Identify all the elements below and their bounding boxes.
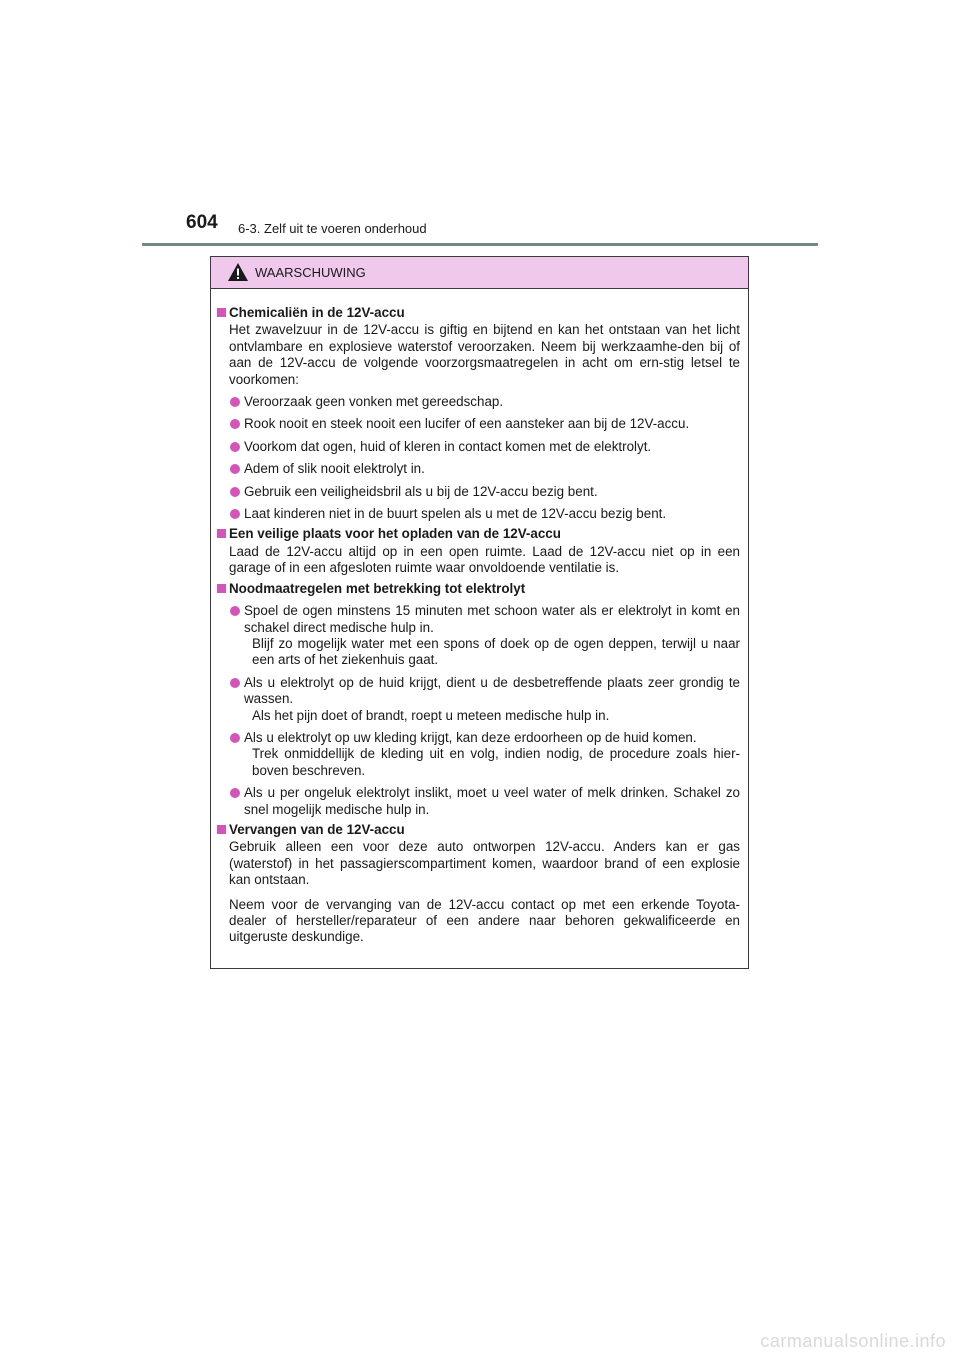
bullet-text: Spoel de ogen minstens 15 minuten met schoon water als er elektrolyt in komt en schakel direct medische hulp in. <box>244 603 740 635</box>
bullet-text: Adem of slik nooit elektrolyt in. <box>244 461 425 477</box>
round-bullet-icon <box>230 606 240 616</box>
square-bullet-icon <box>217 825 226 834</box>
bullet-item <box>216 730 740 779</box>
section-paragraph: Gebruik alleen een voor deze auto ontworpen 12V-accu. Anders kan er gas (waterstof) in het passagierscompartiment komen, waardoor brand of een explosie kan ontstaan. <box>229 839 740 888</box>
round-bullet-icon <box>230 442 240 452</box>
warning-body <box>211 289 748 946</box>
round-bullet-icon <box>230 788 240 798</box>
bullet-text: Als u per ongeluk elektrolyt inslikt, moet u veel water of melk drinken. Schakel zo snel mogelijk medische hulp in. <box>244 785 740 817</box>
warning-section <box>216 526 740 576</box>
warning-header <box>211 257 748 289</box>
header-divider <box>142 243 818 246</box>
warning-triangle-icon <box>227 262 249 282</box>
section-heading <box>216 526 740 542</box>
square-bullet-icon <box>217 529 226 538</box>
section-title: 6-3. Zelf uit te voeren onderhoud <box>238 221 427 236</box>
round-bullet-icon <box>230 487 240 497</box>
round-bullet-icon <box>230 509 240 519</box>
square-bullet-icon <box>217 308 226 317</box>
bullet-text: Als u elektrolyt op uw kleding krijgt, kan deze erdoorheen op de huid komen. <box>244 729 697 745</box>
bullet-item <box>216 603 740 669</box>
bullet-subtext: Trek onmiddellijk de kleding uit en volg, indien nodig, de procedure zoals hier-boven beschreven. <box>252 746 740 778</box>
page-number: 604 <box>186 212 218 233</box>
bullet-subtext: Blijf zo mogelijk water met een spons of doek op de ogen deppen, terwijl u naar een arts of het ziekenhuis gaat. <box>252 635 740 668</box>
section-paragraph: Het zwavelzuur in de 12V-accu is giftig en bijtend en kan het ontstaan van het licht ontvlambare en explosieve waterstof veroorzaken. Neem bij werkzaamhe-den bij of aan de 12V-accu de volgende voorzorgsmaatregelen in acht om ern-stig letsel te voorkomen: <box>229 322 740 387</box>
bullet-item <box>216 439 740 455</box>
round-bullet-icon <box>230 397 240 407</box>
section-heading-text: Een veilige plaats voor het opladen van de 12V-accu <box>229 526 561 542</box>
bullet-subtext: Als het pijn doet of brandt, roept u meteen medische hulp in. <box>252 707 610 723</box>
footer-watermark: carmanualsonline.info <box>760 1331 946 1351</box>
warning-box <box>210 256 749 969</box>
bullet-item <box>216 675 740 724</box>
bullet-text: Gebruik een veiligheidsbril als u bij de 12V-accu bezig bent. <box>244 483 598 499</box>
bullet-item <box>216 416 740 432</box>
bullet-text: Veroorzaak geen vonken met gereedschap. <box>244 394 504 410</box>
section-heading-text: Noodmaatregelen met betrekking tot elektrolyt <box>229 580 526 596</box>
section-paragraph: Neem voor de vervanging van de 12V-accu contact op met een erkende Toyota-dealer of hersteller/reparateur of een andere naar behoren gekwalificeerde en uitgeruste deskundige. <box>229 896 740 945</box>
round-bullet-icon <box>230 678 240 688</box>
bullet-item <box>216 785 740 818</box>
round-bullet-icon <box>230 464 240 474</box>
section-heading-text: Vervangen van de 12V-accu <box>229 821 405 837</box>
bullet-item <box>216 461 740 477</box>
section-paragraph: Laad de 12V-accu altijd op in een open ruimte. Laad de 12V-accu niet op in een garage of in een afgesloten ruimte waar onvoldoende ventilatie is. <box>229 543 740 576</box>
warning-section <box>216 581 740 818</box>
bullet-item <box>216 506 740 522</box>
section-heading-text: Chemicaliën in de 12V-accu <box>229 305 405 320</box>
section-heading <box>216 581 740 597</box>
square-bullet-icon <box>217 584 226 593</box>
bullet-text: Laat kinderen niet in de buurt spelen als u met de 12V-accu bezig bent. <box>244 506 667 522</box>
bullet-item <box>216 394 740 410</box>
bullet-text: Als u elektrolyt op de huid krijgt, dient u de desbetreffende plaats zeer grondig te wassen. <box>244 674 740 707</box>
warning-section <box>216 305 740 522</box>
bullet-item <box>216 484 740 500</box>
round-bullet-icon <box>230 733 240 743</box>
round-bullet-icon <box>230 419 240 429</box>
warning-section <box>216 822 740 946</box>
section-heading <box>216 305 740 321</box>
section-heading <box>216 822 740 838</box>
bullet-text: Rook nooit en steek nooit een lucifer of een aansteker aan bij de 12V-accu. <box>244 416 690 432</box>
bullet-text: Voorkom dat ogen, huid of kleren in contact komen met de elektrolyt. <box>244 438 652 454</box>
warning-title: WAARSCHUWING <box>255 265 366 280</box>
